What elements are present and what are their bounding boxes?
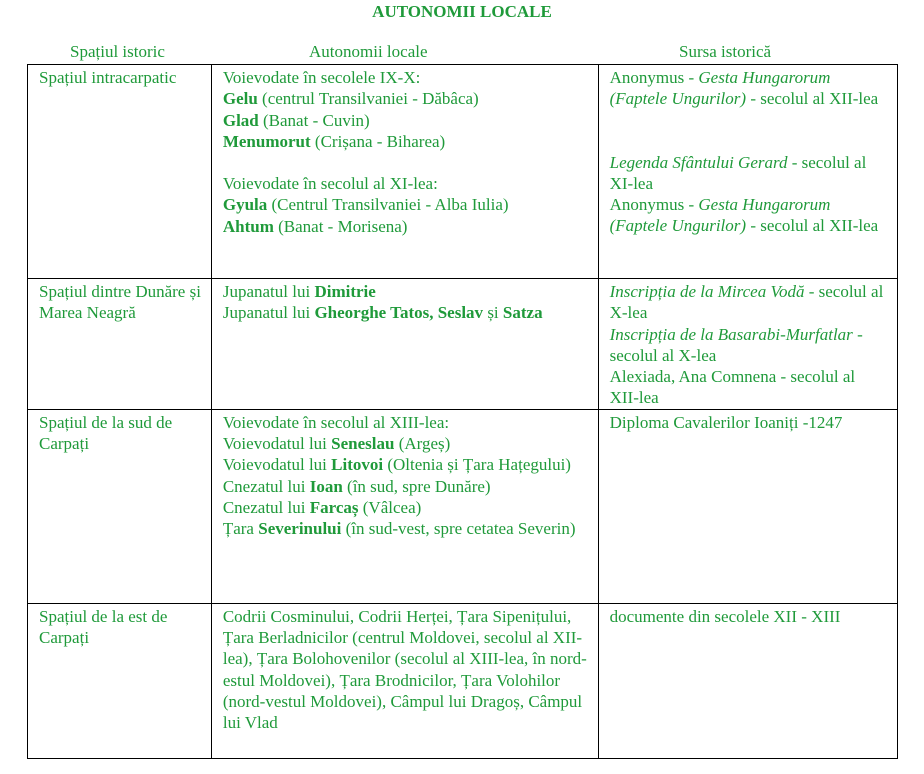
cell-space: Spațiul intracarpatic bbox=[28, 65, 212, 279]
page-title: AUTONOMII LOCALE bbox=[372, 2, 552, 21]
table-row bbox=[28, 409, 898, 603]
cell-source: Anonymus - Gesta Hungarorum (Faptele Ungurilor) - secolul al XII-lea Legenda Sfântului Gerard - secolul al XI-lea Anonymus - Gesta Hungarorum (Faptele Ungurilor) - secolul al XII-lea bbox=[598, 65, 897, 279]
cell-space: Spațiul de la sud de Carpați bbox=[28, 409, 212, 603]
table-row bbox=[28, 65, 898, 279]
header-sursa-istorica: Sursa istorică bbox=[679, 42, 772, 61]
cell-space: Spațiul dintre Dunăre și Marea Neagră bbox=[28, 279, 212, 410]
cell-autonomies: Voievodate în secolul al XIII-lea: Voievodatul lui Seneslau (Argeș) Voievodatul lui Litovoi (Oltenia și Țara Hațegului) Cnezatul lui Ioan (în sud, spre Dunăre) Cnezatul lui Farcaș (Vâlcea) Țara Severinului (în sud-vest, spre cetatea Severin) bbox=[211, 409, 598, 603]
header-autonomii-locale: Autonomii locale bbox=[309, 42, 428, 61]
autonomies-table bbox=[27, 64, 898, 759]
table-row bbox=[28, 279, 898, 410]
cell-source: documente din secolele XII - XIII bbox=[598, 603, 897, 758]
cell-source: Inscripția de la Mircea Vodă - secolul al X-lea Inscripția de la Basarabi-Murfatlar - secolul al X-lea Alexiada, Ana Comnena - secolul al XII-lea bbox=[598, 279, 897, 410]
cell-autonomies: Codrii Cosminului, Codrii Herței, Țara Sipenițului, Țara Berladnicilor (centrul Moldovei, secolul al XII-lea), Țara Bolohovenilor (secolul al XIII-lea, în nord-estul Moldovei), Țara Brodnicilor, Țara Volohilor (nord-vestul Moldovei), Câmpul lui Dragoș, Câmpul lui Vlad bbox=[211, 603, 598, 758]
cell-space: Spațiul de la est de Carpați bbox=[28, 603, 212, 758]
table-row bbox=[28, 603, 898, 758]
cell-autonomies: Jupanatul lui Dimitrie Jupanatul lui Gheorghe Tatos, Seslav și Satza bbox=[211, 279, 598, 410]
header-spatiul-istoric: Spațiul istoric bbox=[70, 42, 165, 61]
cell-autonomies: Voievodate în secolele IX-X: Gelu (centrul Transilvaniei - Dăbâca) Glad (Banat - Cuvin) Menumorut (Crișana - Biharea) Voievodate în secolul al XI-lea: Gyula (Centrul Transilvaniei - Alba Iulia) Ahtum (Banat - Morisena) bbox=[211, 65, 598, 279]
cell-source: Diploma Cavalerilor Ioaniți -1247 bbox=[598, 409, 897, 603]
